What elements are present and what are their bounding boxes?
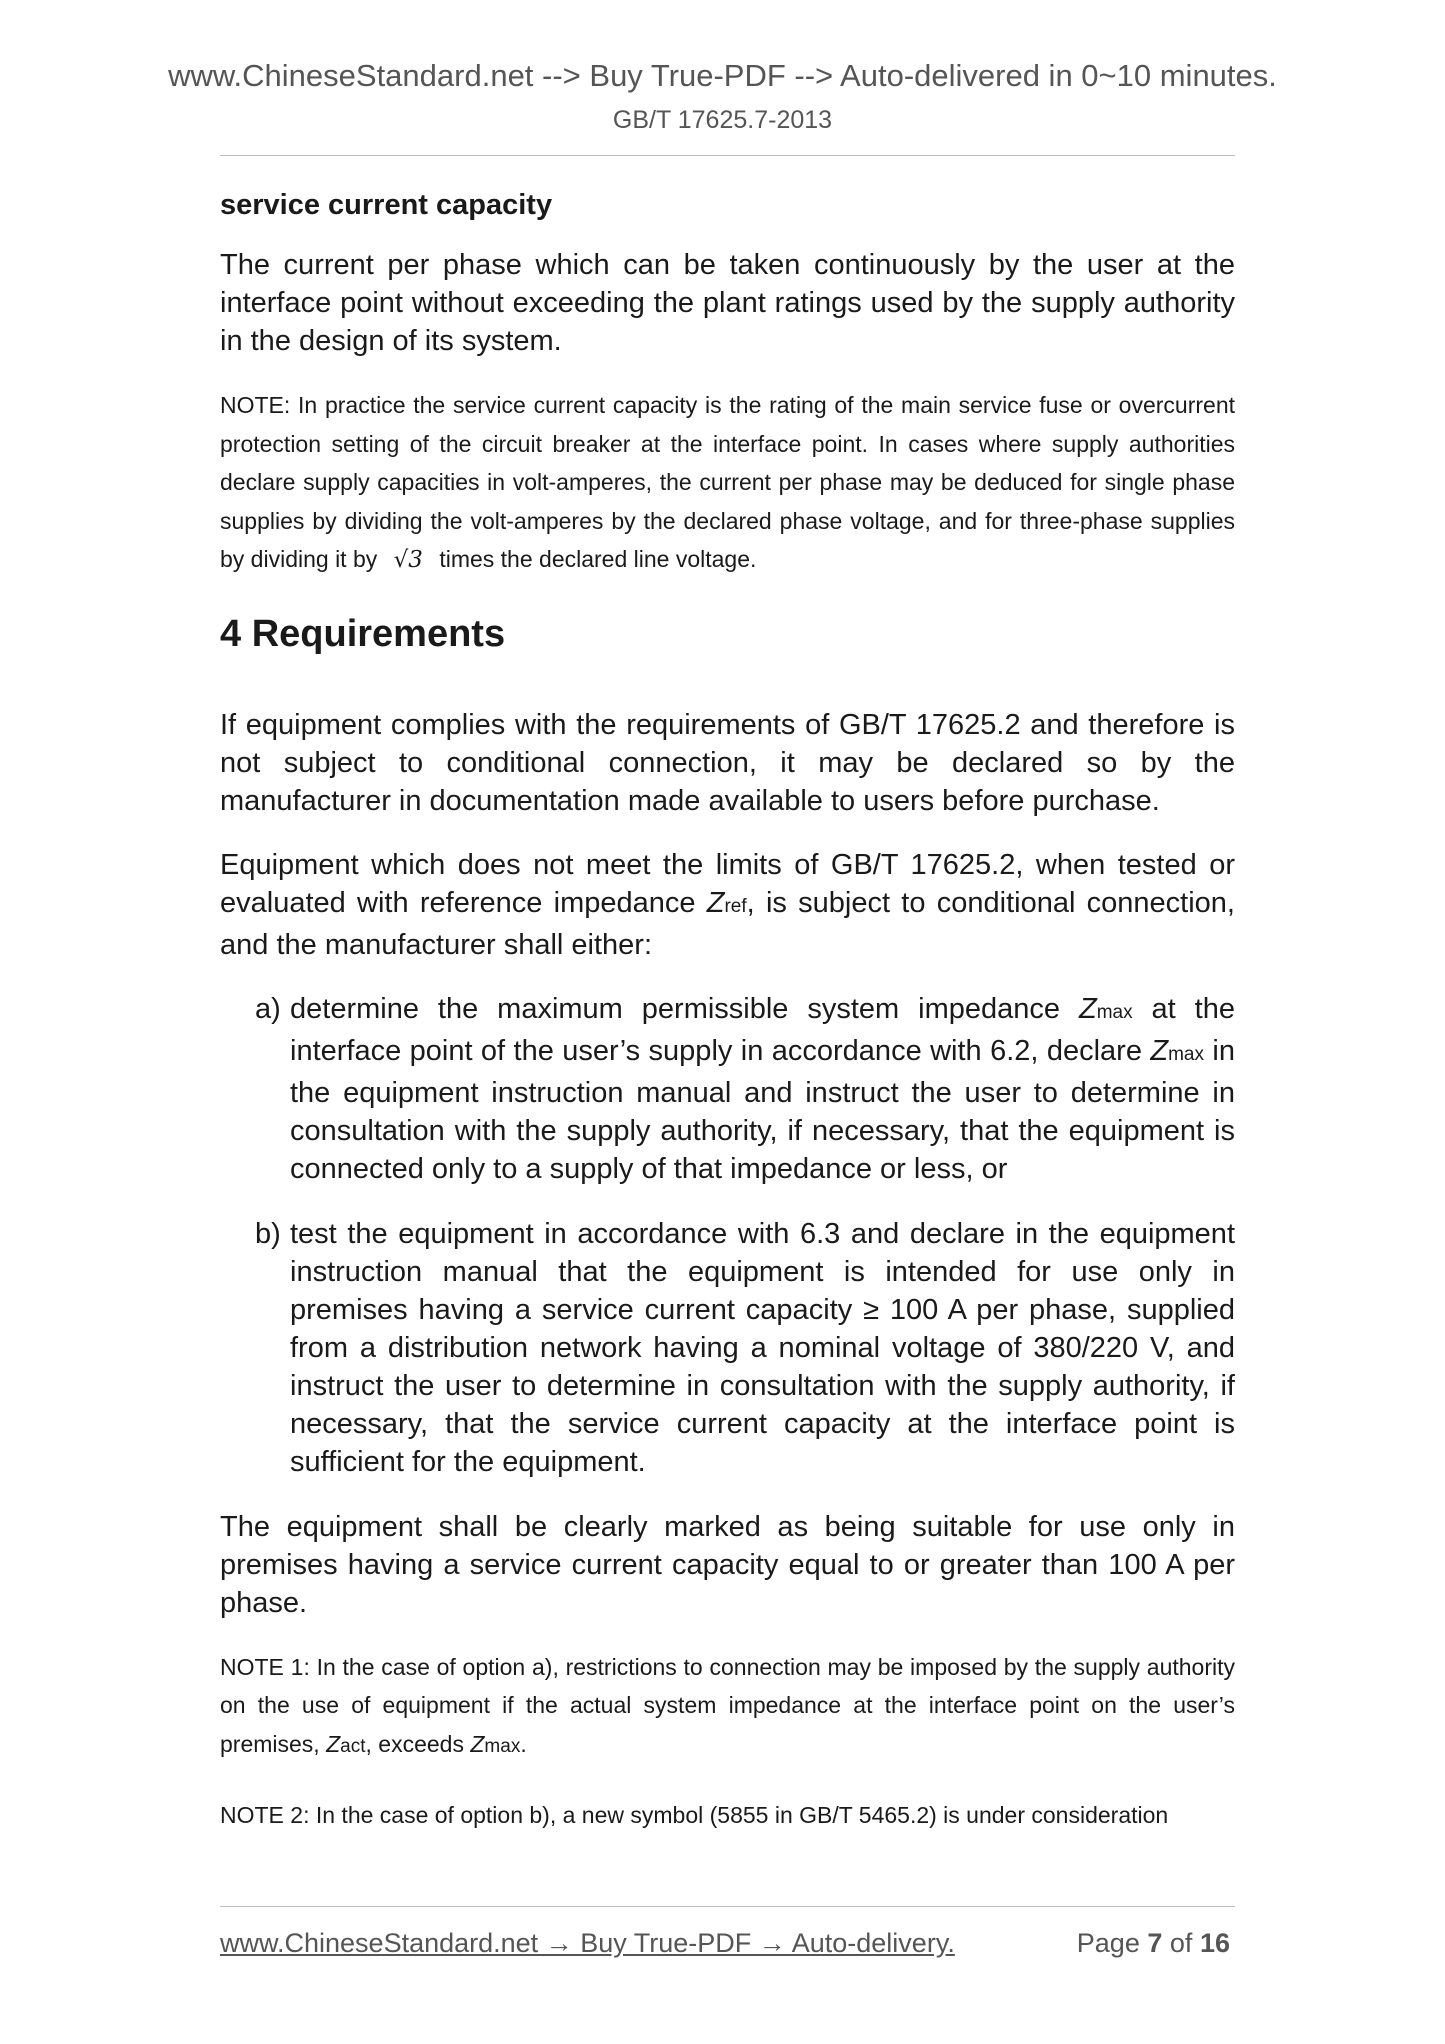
list-text: test the equipment in accordance with 6.3 and declare in the equipment instruction manual that the equipment is intended for use only in premises having a service current capacity ≥ 100 A per phase, supplied from a distribution network having a nominal voltage of 380/220 V, and instruct the user to determine in consultation with the supply authority, if necessary, that the service current capacity at the interface point is sufficient for the equipment.: [290, 1217, 1235, 1478]
header-banner: www.ChineseStandard.net --> Buy True-PDF --> Auto-delivered in 0~10 minutes.: [168, 58, 1277, 93]
requirements-paragraph-1: If equipment complies with the requirements of GB/T 17625.2 and therefore is not subject to conditional connection, it may be declared so by the manufacturer in documentation made available to users before purchase.: [220, 708, 1235, 817]
subscript-ref: ref: [724, 895, 747, 917]
definition-note-part2: times the declared line voltage.: [439, 546, 757, 572]
subscript-max: max: [484, 1735, 521, 1757]
list-marker: b): [255, 1217, 281, 1250]
page-label: Page: [1076, 1928, 1140, 1958]
definition-note-part1: NOTE: In practice the service current capacity is the rating of the main service fuse or overcurrent protection setting of the circuit breaker at the interface point. In cases where supply authorities declare supply capacities in volt-amperes, the current per phase may be deduced for single phase supplies by dividing the volt-amperes by the declared phase voltage, and for three-phase supplies by dividing it by: [220, 392, 1235, 572]
text-run: Equipment which does not meet the limits of GB/T 17625.2, when tested or evaluated with reference impedance: [220, 848, 1235, 919]
sqrt-three: √3: [393, 547, 423, 573]
of-label: of: [1169, 1928, 1193, 1958]
list-marker: a): [255, 992, 281, 1025]
footer-link[interactable]: www.ChineseStandard.net → Buy True-PDF → Auto-delivery.: [220, 1928, 955, 1958]
text-run: in the equipment instruction manual and instruct the user to determine in consultation with the supply authority, if necessary, that the equipment is connected only to a supply of that impedance or less, or: [290, 1034, 1235, 1185]
definition-term: service current capacity: [220, 189, 553, 221]
text-run: .: [520, 1730, 527, 1757]
page-number: 7: [1147, 1928, 1163, 1958]
definition-note: [220, 386, 1235, 580]
subscript-act: act: [340, 1735, 366, 1757]
requirements-paragraph-3: The equipment shall be clearly marked as being suitable for use only in premises having a service current capacity equal to or greater than 100 A per phase.: [220, 1510, 1235, 1619]
header-divider: [220, 155, 1235, 156]
list-text: [290, 990, 1235, 1188]
list-item-b: [220, 1215, 1235, 1481]
list-item-a: [220, 990, 1235, 1188]
text-run: , exceeds: [365, 1730, 471, 1757]
definition-text: The current per phase which can be taken continuously by the user at the interface point without exceeding the plant ratings used by the supply authority in the design of its system.: [220, 249, 1235, 357]
footer-divider: [220, 1906, 1235, 1907]
text-run: determine the maximum permissible system impedance: [290, 992, 1079, 1025]
page-body: [220, 185, 1235, 1865]
note-1: [220, 1648, 1235, 1767]
symbol-z: Z: [706, 886, 725, 919]
subscript-max: max: [1096, 1001, 1133, 1023]
requirements-paragraph-2: [220, 846, 1235, 964]
standard-code: GB/T 17625.7-2013: [612, 106, 833, 134]
symbol-z: Z: [1078, 992, 1097, 1025]
page-total: 16: [1199, 1928, 1230, 1958]
symbol-z: Z: [1150, 1034, 1169, 1067]
page-indicator: [1077, 1928, 1230, 1959]
text-run: at the interface point of the user’s supply in accordance with 6.2, declare: [290, 992, 1235, 1067]
subscript-max: max: [1168, 1043, 1204, 1065]
note-2: NOTE 2: In the case of option b), a new symbol (5855 in GB/T 5465.2) is under consideration: [220, 1802, 1169, 1828]
symbol-z: Z: [470, 1730, 485, 1757]
text-run: NOTE 1: In the case of option a), restrictions to connection may be imposed by the supply authority on the use of equipment if the actual system impedance at the interface point on the user’s premises,: [220, 1653, 1235, 1757]
section-title: 4 Requirements: [220, 612, 506, 655]
text-run: , is subject to conditional connection, and the manufacturer shall either:: [220, 886, 1235, 961]
symbol-z: Z: [326, 1730, 341, 1757]
